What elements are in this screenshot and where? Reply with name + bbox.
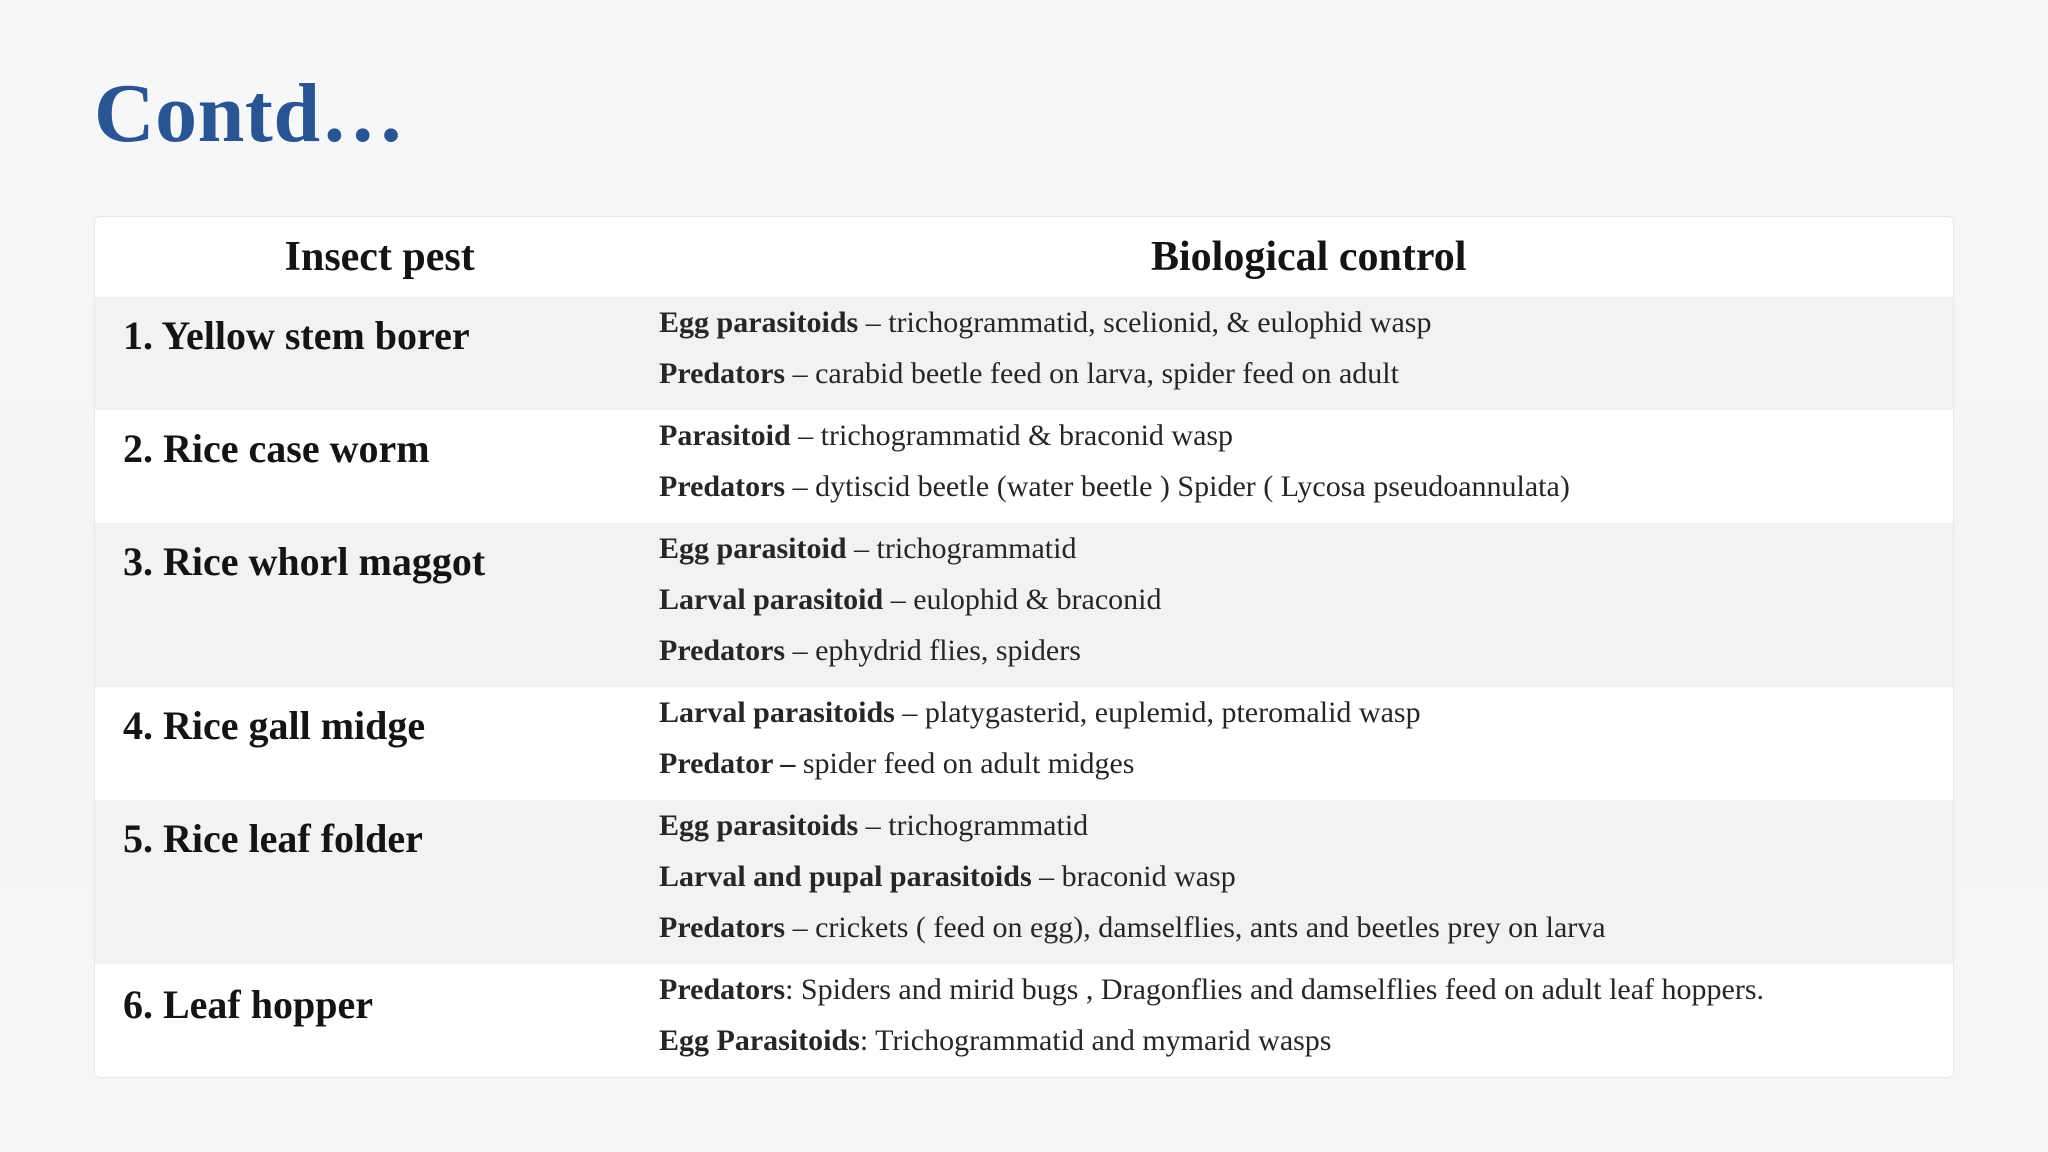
control-line <box>659 461 1953 512</box>
control-line <box>659 410 1953 461</box>
control-text: : Trichogrammatid and mymarid wasps <box>859 1024 1332 1057</box>
table-header-row <box>95 217 1953 297</box>
control-label: Predators <box>659 634 786 667</box>
biocontrol-table <box>94 216 1954 1078</box>
control-label: Predators <box>659 357 786 390</box>
control-text: – carabid beetle feed on larva, spider feed on adult <box>785 357 1399 390</box>
header-biological-control: Biological control <box>1151 234 1467 280</box>
control-text: – eulophid & braconid <box>883 583 1162 616</box>
control-line <box>659 523 1953 574</box>
control-line <box>659 738 1953 789</box>
control-label: Parasitoid <box>659 419 791 452</box>
header-insect-pest: Insect pest <box>284 234 475 280</box>
table-row <box>95 964 1953 1077</box>
control-cell <box>659 523 1953 687</box>
control-line <box>659 1015 1953 1066</box>
control-label: Egg parasitoids <box>659 306 859 339</box>
pest-name: 5. Rice leaf folder <box>123 816 423 861</box>
control-text: – trichogrammatid <box>858 809 1089 842</box>
control-text: – braconid wasp <box>1031 860 1236 893</box>
pest-name: 3. Rice whorl maggot <box>123 539 486 584</box>
slide-title: Contd… <box>94 67 406 160</box>
control-text: – dytiscid beetle (water beetle ) Spider ( Lycosa pseudoannulata) <box>785 470 1570 503</box>
control-line <box>659 348 1953 399</box>
control-label: Egg parasitoid <box>659 532 847 565</box>
control-cell <box>659 687 1953 800</box>
control-label: Larval parasitoids <box>659 696 895 729</box>
table-row <box>95 410 1953 523</box>
pest-name: 2. Rice case worm <box>123 426 430 471</box>
table-row <box>95 297 1953 410</box>
control-text: – trichogrammatid <box>846 532 1077 565</box>
table-row <box>95 687 1953 800</box>
pest-name: 1. Yellow stem borer <box>123 313 470 358</box>
control-text: – platygasterid, euplemid, pteromalid wasp <box>894 696 1421 729</box>
control-line <box>659 800 1953 851</box>
table-row <box>95 800 1953 964</box>
control-text: – crickets ( feed on egg), damselflies, ants and beetles prey on larva <box>785 911 1606 944</box>
control-cell <box>659 410 1953 523</box>
control-line <box>659 902 1953 953</box>
control-text: – ephydrid flies, spiders <box>785 634 1081 667</box>
control-line <box>659 297 1953 348</box>
control-label: Predators <box>659 911 786 944</box>
control-label: Egg Parasitoids <box>659 1024 860 1057</box>
pest-name: 6. Leaf hopper <box>123 982 373 1027</box>
control-cell <box>659 964 1953 1077</box>
pest-name: 4. Rice gall midge <box>123 703 426 748</box>
control-line <box>659 625 1953 676</box>
control-text: : Spiders and mirid bugs , Dragonflies and damselflies feed on adult leaf hoppers. <box>785 973 1765 1006</box>
control-label: Predators <box>659 470 786 503</box>
control-cell <box>659 800 1953 964</box>
control-line <box>659 574 1953 625</box>
table-row <box>95 523 1953 687</box>
control-line <box>659 964 1953 1015</box>
control-cell <box>659 297 1953 410</box>
control-label: Egg parasitoids <box>659 809 859 842</box>
control-label: Larval parasitoid <box>659 583 884 616</box>
control-label: Predator – <box>659 747 796 780</box>
control-text: – trichogrammatid, scelionid, & eulophid wasp <box>858 306 1432 339</box>
control-text: spider feed on adult midges <box>795 747 1135 780</box>
control-line <box>659 851 1953 902</box>
control-label: Predators <box>659 973 786 1006</box>
control-text: – trichogrammatid & braconid wasp <box>790 419 1234 452</box>
control-label: Larval and pupal parasitoids <box>659 860 1032 893</box>
control-line <box>659 687 1953 738</box>
